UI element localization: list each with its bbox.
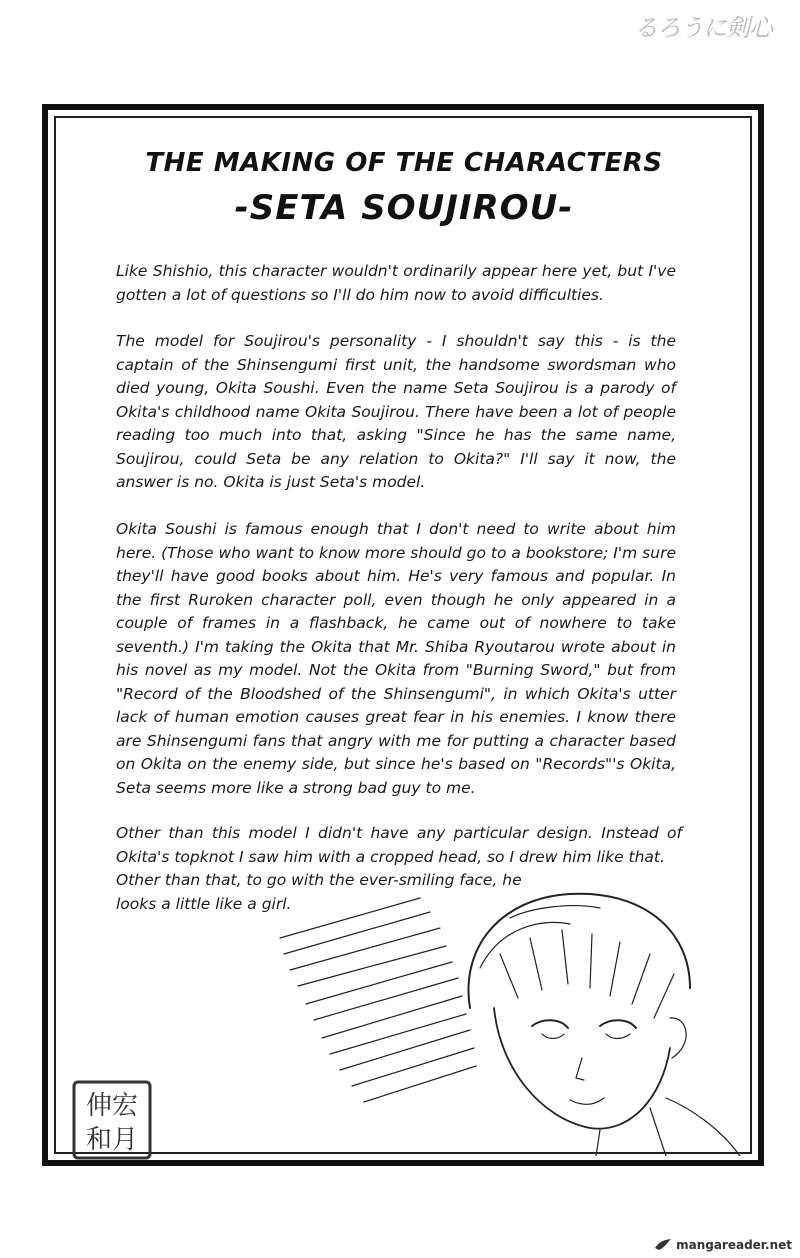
artist-seal xyxy=(72,1080,152,1160)
article-subtitle: -SETA SOUJIROU- xyxy=(234,188,574,228)
seal-text-2: 和月 xyxy=(85,1125,139,1155)
watermark-text: mangareader.net xyxy=(676,1238,792,1252)
series-logo: るろうに剣心 xyxy=(634,14,772,42)
paragraph-design-a: Other than this model I didn't have any particular design. Instead of Okita's topknot I saw him with a cropped head, so I drew him like that. xyxy=(116,824,682,866)
bird-icon xyxy=(654,1238,672,1252)
character-sketch xyxy=(270,858,750,1156)
paragraph-model: The model for Soujirou's personality - I shouldn't say this - is the captain of the Shinsengumi first unit, the handsome swordsman who died young, Okita Soushi. Even the name Seta Soujirou is a parody of Okita's childhood name Okita Soujirou. There have been a lot of people reading too much into that, asking "Since he has the same name, Soujirou, could Seta be any relation to Okita?" I'll say it now, the answer is no. Okita is just Seta's model. xyxy=(116,332,676,491)
article-title: THE MAKING OF THE CHARACTERS xyxy=(145,148,663,178)
paragraph-intro: Like Shishio, this character wouldn't ordinarily appear here yet, but I've gotten a lot of questions so I'll do him now to avoid difficulties. xyxy=(116,262,676,304)
seal-text: 伸宏 xyxy=(85,1091,139,1121)
site-watermark[interactable] xyxy=(654,1238,792,1252)
paragraph-design-b: Other than that, to go with the ever-smiling face, he looks a little like a girl. xyxy=(116,871,522,913)
paragraph-okita: Okita Soushi is famous enough that I don't need to write about him here. (Those who want to know more should go to a bookstore; I'm sure they'll have good books about him. He's very famous and popular. In the first Ruroken character poll, even though he only appeared in a couple of frames in a flashback, he came out of nowhere to take seventh.) I'm taking the Okita that Mr. Shiba Ryoutarou wrote about in his novel as my model. Not the Okita from "Burning Sword," but from "Record of the Bloodshed of the Shinsengumi", in which Okita's utter lack of human emotion causes great fear in his enemies. I know there are Shinsengumi fans that angry with me for putting a character based on Okita on the enemy side, but since he's based on "Records"'s Okita, Seta seems more like a strong bad guy to me. xyxy=(116,520,676,797)
